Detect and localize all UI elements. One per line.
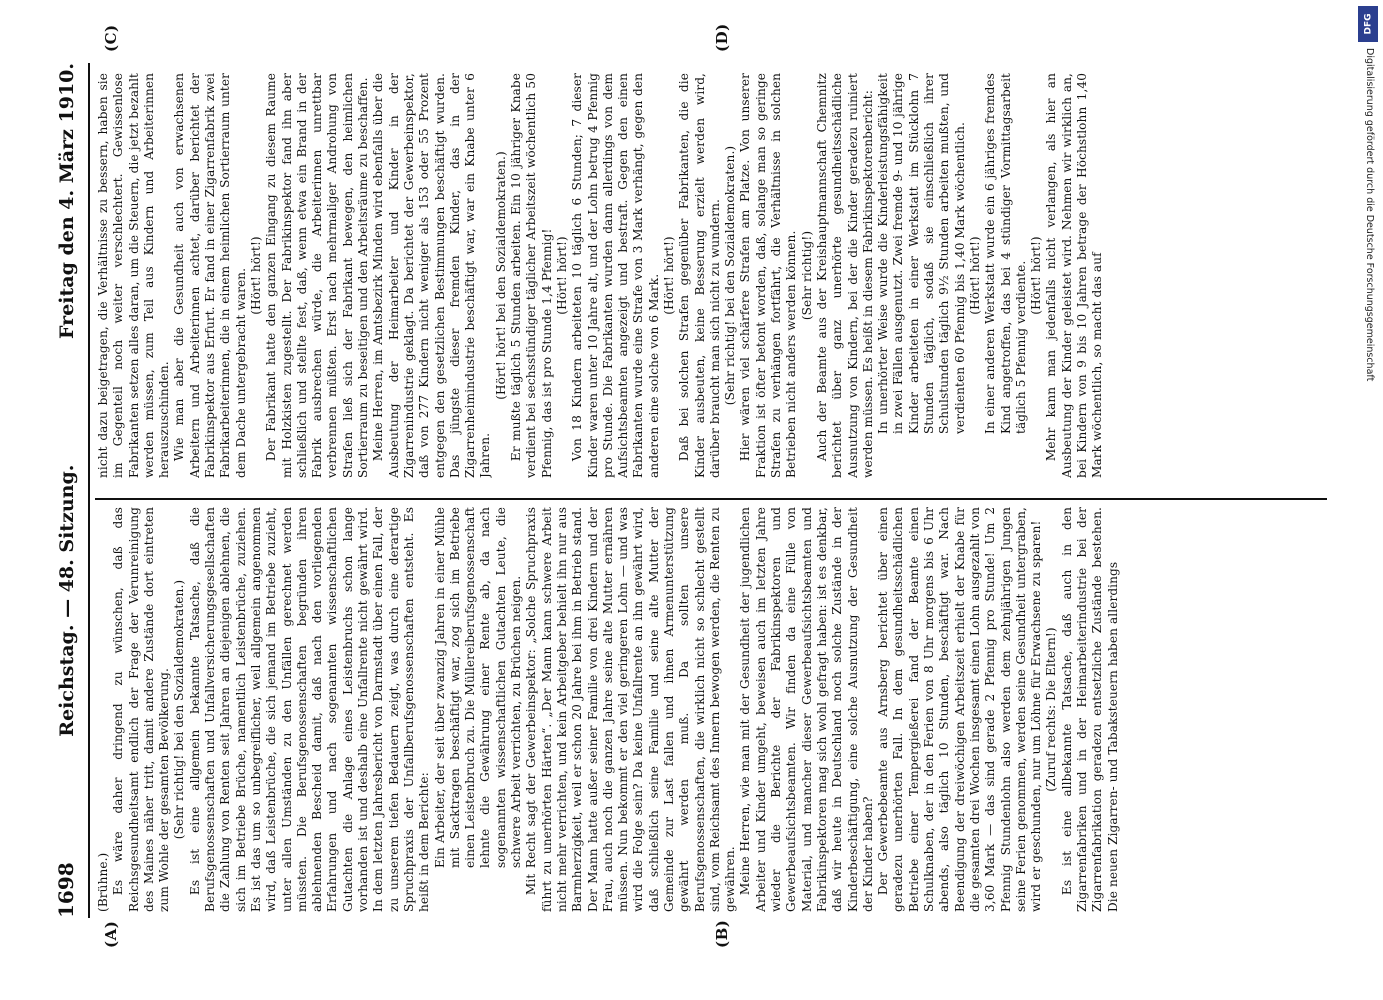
interjection: (Zuruf rechts: Die Eltern!) (1044, 627, 1059, 792)
margin-marker-a: (A) (102, 920, 120, 948)
page-header (54, 63, 82, 918)
page-number: 1698 (54, 862, 78, 918)
session-date: Freitag den 4. März 1910. (56, 63, 78, 339)
paragraph: (Brühne.) (96, 852, 110, 912)
right-column (96, 73, 1332, 478)
paragraph: Es ist eine allbekannte Tatsache, daß auch in den Zigarrenfabriken und in der Heimarbeiterindustrie bei der Zigarrenfabrikation geradezu entsetzliche Zustände bestehen. Die neuen Zigarren- und Tabaksteuern haben allerdings (1059, 507, 1120, 912)
paragraph: Der Fabrikant hatte den ganzen Eingang zu diesem Raume mit Holzkisten zugestellt. Der Fabrikinspektor fand ihn aber schließlich und stellte fest, daß, wenn etwa ein Brand in der Fabrik ausbrechen würde, die Arbeiterinnen unrettbar verbrennen müßten. Erst nach mehrmaliger Androhung von Strafen ließ sich der Fabrikant bewegen, den heimlichen Sortierraum zu beseitigen und den Arbeitsräume zu beschaffen. (264, 73, 371, 478)
paragraph: Es ist eine allgemein bekannte Tatsache, daß die Berufsgenossenschaften und Unfallversicherungsgesellschaften die Zahlung von Renten seit Jahren an diejenigen ablehnen, die sich im Betriebe Brüche, namentlich Leistenbrüche, zuziehen. Es ist das um so unbegreiflicher, weil allgemein angenommen wird, daß Leistenbrüche, die sich jemand im Betriebe zuzieht, unter allen Umständen zu den Unfällen gerechnet werden müssten. Die Berufsgenossenschaften begründen ihren ablehnenden Bescheid damit, daß nach den vorliegenden Erfahrungen und nach sogenannten wissenschaftlichen Gutachten die Anlage eines Leistenbruchs schon lange vorhanden ist und deshalb eine Unfallrente nicht gewährt wird. In dem letzten Jahresbericht von Darmstadt über einen Fall, der zu unserem tiefen Bedauern zeigt, was durch eine derartige Spruchpraxis der Unfallberufsgenossenschaften entsteht. Es heißt in dem Berichte: (187, 507, 432, 912)
paragraph: Er mußte täglich 5 Stunden arbeiten. Ein 10 jähriger Knabe verdient bei sechsstündiger täglicher Arbeitszeit wöchentlich 50 Pfennig, das ist pro Stunde 1,4 Pfennig! (509, 73, 554, 478)
digitization-credit-text: Digitalisierung gefördert durch die Deutsche Forschungsgemeinschaft (1364, 48, 1375, 382)
dfg-logo-text: DFG (1363, 13, 1374, 35)
paragraph: Der Gewerbebeamte aus Arnsberg berichtet über einen geradezu unerhörten Fall. In dem gesundheitsschädlichen Betriebe einer Tempergießerei fand der Beamte einen Schulknaben, der in den Ferien von 8 Uhr morgens bis 6 Uhr abends, also täglich 10 Stunden, beschäftigt war. Nach Beendigung der dreiwöchigen Arbeitszeit erhielt der Knabe für die gesamten drei Wochen insgesamt einen Lohn ausgezahlt von 3,60 Mark — das sind gerade 2 Pfennig pro Stunde! Um 2 Pfennig Stundenlohn also werden dem zehnjährigen Jungen seine Ferien genommen, werden seine Gesundheit untergraben, wird er geschunden, nur um Löhne für Erwachsene zu sparen! (876, 507, 1044, 912)
paragraph: Hier wären viel schärfere Strafen am Platze. Von unserer Fraktion ist öfter betont worden, daß, solange man so geringe Strafen zu verhängen fortfährt, die Verhältnisse in solchen Betrieben nicht anders werden können. (738, 73, 799, 478)
paragraph: Meine Herren, wie man mit der Gesundheit der jugendlichen Arbeiter und Kinder umgeht, beweisen auch im letzten Jahre wieder die Berichte der Fabrikinspektoren und Gewerbeaufsichtsbeamten. Wir finden da eine Fülle von Material, und mancher dieser Gewerbeaufsichtsbeamten und Fabrikinspektoren mag sich wohl gefragt haben: ist es denkbar, daß wir heute in Deutschland noch solche Zustände in der Kinderbeschäftigung, eine solche Ausnutzung der Gesundheit der Kinder haben? (738, 507, 875, 912)
paragraph: In unerhörter Weise wurde die Kinderleistungsfähigkeit in zwei Fällen ausgenutzt. Zwei fremde 9- und 10 jährige Kinder arbeiteten in einer Werkstatt im Stücklohn 7 Stunden täglich, sodaß sie einschließlich ihrer Schulstunden täglich 9½ Stunden arbeiten mußten, und verdienten 60 Pfennig bis 1,40 Mark wöchentlich. (876, 73, 967, 434)
dfg-logo (1358, 6, 1378, 42)
paragraph: Mit Recht sagt der Gewerbeinspektor: „Solche Spruchpraxis führt zu unerhörten Härten“. „Der Mann kann schwere Arbeit nicht mehr verrichten, und kein Arbeitgeber behielt ihn nur aus Barmherzigkeit, weil er schon 20 Jahre bei ihm in Betrieb stand. Der Mann hatte außer seiner Familie von drei Kindern und der Frau, auch noch die ganzen Jahre seine alte Mutter ernähren müssen. Nun bekommt er den viel geringeren Lohn — und was wird die Folge sein? Da keine Unfallrente an ihn gewährt wird, daß schließlich seine Familie und seine alte Mutter der Gemeinde zur Last fallen und ihnen Armenunterstützung gewährt werden muß. Da sollten unsere Berufsgenossenschaften, die wirklich nicht so schlecht gestellt sind, vom Reichsamt des Innern bewogen werden, die Renten zu gewähren. (524, 507, 738, 912)
interjection: (Hört! hört! bei den Sozialdemokraten.) (493, 151, 508, 400)
paragraph: Von 18 Kindern arbeiteten 10 täglich 6 Stunden; 7 dieser Kinder waren unter 10 Jahre alt, und der Lohn betrug 4 Pfennig pro Stunde. Die Fabrikanten wurden dann allerdings von dem Aufsichtsbeamten angezeigt und bestraft. Gegen den einen Fabrikanten wurde eine Strafe von 3 Mark verhängt, gegen den anderen eine solche von 6 Mark. (570, 73, 661, 478)
interjection: (Sehr richtig! bei den Sozialdemokraten.) (172, 579, 187, 840)
margin-marker-d: (D) (713, 23, 731, 52)
interjection: (Hört! hört!) (554, 236, 569, 315)
interjection: (Hört! hört!) (661, 236, 676, 315)
margin-marker-b: (B) (713, 919, 731, 948)
interjection: (Sehr richtig! bei den Sozialdemokraten.) (723, 145, 738, 406)
left-column (96, 507, 1332, 912)
paragraph: Daß bei solchen Strafen gegenüber Fabrikanten, die die Kinder ausbeuten, keine Besserung erzielt werden wird, darüber braucht man sich nicht zu wundern. (677, 73, 722, 478)
interjection: (Hört! hört!) (248, 236, 263, 315)
paragraph: In einer anderen Werkstatt wurde ein 6 jähriges fremdes Kind angetroffen, das bei 4 stündiger Vormittagsarbeit täglich 5 Pfennig verdiente. (983, 73, 1028, 434)
header-rule (88, 63, 90, 918)
paragraph: nicht dazu beigetragen, die Verhältnisse zu bessern, haben sie im Gegenteil noch weiter verschlechtert. Gewissenlose Fabrikanten setzen alles daran, um die Steuern, die jetzt bezahlt werden müssen, zum Teil aus Kindern und Arbeiterinnen herauszuschinden. (96, 73, 172, 478)
paragraph: Mehr kann man jedenfalls nicht verlangen, als hier an Ausbeutung der Kinder geleistet wird. Nehmen wir wirklich an, bei Kindern von 9 bis 10 Jahren betrage der Höchstlohn 1,40 Mark wöchentlich, so macht das auf (1044, 73, 1105, 478)
interjection: (Hört! hört!) (967, 236, 982, 315)
column-divider (95, 498, 1327, 500)
session-title: Reichstag. — 48. Sitzung. (56, 464, 78, 737)
interjection: (Sehr richtig!) (799, 230, 814, 321)
paragraph: Es wäre daher dringend zu wünschen, daß das Reichsgesundheitsamt endlich der Frage der Verunreinigung des Maines näher tritt, damit andere Zustände dort eintreten zum Wohle der gesamten Bevölkerung. (111, 507, 172, 912)
paragraph: Ein Arbeiter, der seit über zwanzig Jahren in einer Mühle mit Sacktragen beschäftigt war, zog sich im Betriebe einen Leistenbruch zu. Die Müllereiberufsgenossenschaft lehnte die Gewährung einer Rente ab, da nach sogenannten wissenschaftlichen Gutachten Leute, die schwere Arbeit verrichten, zu Brüchen neigen. (432, 507, 524, 868)
paragraph: Meine Herren, im Amtsbezirk Minden wird ebenfalls über die Ausbeutung der Heimarbeiter und Kinder in der Zigarrenindustrie geklagt. Da berichtet der Gewerbeinspektor, daß von 277 Kindern nicht weniger als 153 oder 55 Prozent entgegen den gesetzlichen Bestimmungen beschäftigt wurden. Das jüngste dieser fremden Kinder, das in der Zigarrenheimindustrie beschäftigt war, war ein Knabe unter 6 Jahren. (371, 73, 493, 478)
digitization-note (1356, 0, 1382, 1000)
margin-marker-c: (C) (102, 24, 120, 52)
paragraph: Auch der Beamte aus der Kreishauptmannschaft Chemnitz berichtet über ganz unerhörte gesundheitsschädliche Ausnutzung von Kindern, bei der die Kinder geradezu ruiniert werden müssen. Es heißt in diesem Fabrikinspektorenbericht: (814, 73, 875, 478)
interjection: (Hört! hört!) (1029, 236, 1044, 315)
paragraph: Wie man aber die Gesundheit auch von erwachsenen Arbeitern und Arbeiterinnen achtet, darüber berichtet der Fabrikinspektor aus Erfurt. Er fand in einer Zigarrenfabrik zwei Fabrikarbeiterinnen, die in einem heimlichen Sortierraum unter dem Dache untergebracht waren. (172, 73, 248, 478)
